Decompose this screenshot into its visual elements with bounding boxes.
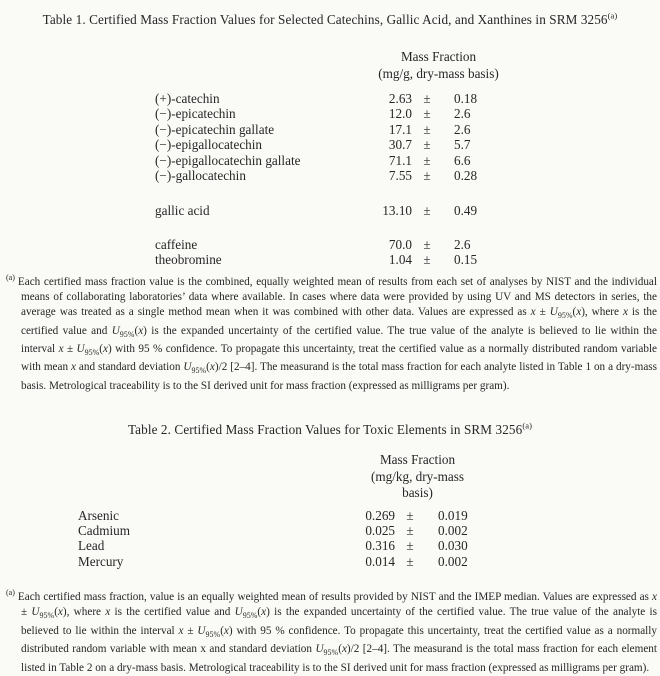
analyte-name: (−)-epigallocatechin gallate	[155, 152, 301, 168]
table2-title	[0, 422, 660, 437]
element-name: Lead	[78, 538, 105, 554]
table1-column-header-label: Mass Fraction	[400, 49, 477, 64]
table-row	[155, 153, 660, 168]
uncertainty-value: 2.6	[454, 236, 471, 252]
uncertainty-value: 5.7	[454, 137, 471, 153]
mass-fraction-value: 0.269	[365, 507, 395, 523]
table-row	[78, 538, 660, 553]
table-row	[78, 554, 660, 569]
table-row	[155, 252, 660, 267]
plus-minus-symbol: ±	[423, 203, 431, 219]
plus-minus-symbol: ±	[423, 91, 431, 106]
table2-column-header	[355, 452, 480, 502]
table1-title-text: Table 1. Certified Mass Fraction Values for Selected Catechins, Gallic Acid, and Xanthines in SRM 3256	[42, 12, 608, 27]
mass-fraction-value: 71.1	[388, 152, 412, 168]
mass-fraction-value: 30.7	[388, 137, 412, 153]
table1-body	[155, 91, 660, 268]
mass-fraction-value: 0.014	[365, 553, 395, 569]
analyte-name: gallic acid	[155, 203, 210, 219]
table-row	[155, 91, 660, 106]
table-row	[155, 137, 660, 152]
plus-minus-symbol: ±	[423, 121, 431, 137]
table-row	[155, 237, 660, 252]
element-name: Mercury	[78, 553, 124, 569]
table-row	[155, 122, 660, 137]
table-row	[155, 106, 660, 121]
plus-minus-symbol: ±	[406, 522, 414, 538]
table-row	[78, 508, 660, 523]
uncertainty-value: 0.18	[454, 91, 478, 106]
plus-minus-symbol: ±	[423, 168, 431, 184]
mass-fraction-value: 0.316	[365, 538, 395, 554]
table2-body	[78, 508, 660, 570]
table-row	[155, 168, 660, 183]
plus-minus-symbol: ±	[406, 538, 414, 554]
analyte-name: (−)-gallocatechin	[155, 168, 246, 184]
table2-title-text: Table 2. Certified Mass Fraction Values for Toxic Elements in SRM 3256	[127, 422, 523, 438]
analyte-name: (+)-catechin	[155, 91, 220, 106]
group-spacer	[155, 183, 660, 203]
uncertainty-value: 6.6	[454, 152, 471, 168]
mass-fraction-value: 2.63	[388, 91, 412, 106]
table1-title	[0, 12, 660, 27]
uncertainty-value: 0.002	[438, 553, 468, 569]
table2-title-footnote-marker: (a)	[522, 420, 533, 431]
uncertainty-value: 0.28	[454, 168, 478, 184]
footnote-text: Each certified mass fraction, value is an equally weighted mean of results provided by NIST and the IMEP median. Values are expressed as $x \pm U_{95\%}(x)$, where x is the certified value and $U_{95\%}(x)$ is the expanded uncertainty of the certified value. The true value of the analyte is believed to lie within the interval $x \pm U_{95\%}(x)$ with 95 % confidence. To propagate this uncertainty, treat the certified value as a normally distributed random variable with mean x and standard deviation $U_{95\%}(x)/2$ [2–4]. The measurand is the total mass fraction for each element listed in Table 2 on a dry-mass basis. Metrological traceability is to the SI derived unit for mass fraction (expressed as milligrams per gram).	[17, 591, 658, 674]
plus-minus-symbol: ±	[423, 236, 431, 252]
table2-footnote	[6, 590, 657, 676]
element-name: Cadmium	[78, 522, 131, 538]
table-row	[155, 203, 660, 218]
uncertainty-value: 0.030	[438, 538, 468, 554]
element-name: Arsenic	[78, 507, 120, 523]
table1-title-footnote-marker: (a)	[607, 10, 618, 21]
plus-minus-symbol: ±	[406, 553, 414, 569]
uncertainty-value: 0.15	[454, 252, 478, 268]
footnote-marker: (a)	[6, 588, 15, 598]
table1-column-header-units: (mg/g, dry-mass basis)	[378, 65, 499, 81]
table2-column-header-label: Mass Fraction	[379, 452, 456, 468]
table1-column-header	[365, 49, 512, 82]
mass-fraction-value: 1.04	[388, 252, 412, 268]
uncertainty-value: 0.49	[454, 203, 478, 219]
uncertainty-value: 0.019	[438, 507, 468, 523]
mass-fraction-value: 7.55	[388, 168, 412, 184]
mass-fraction-value: 0.025	[365, 522, 395, 538]
table2-column-header-units: (mg/kg, dry-mass basis)	[370, 468, 465, 501]
analyte-name: caffeine	[155, 236, 198, 252]
plus-minus-symbol: ±	[423, 137, 431, 153]
analyte-name: (−)-epigallocatechin	[155, 137, 263, 153]
mass-fraction-value: 13.10	[382, 203, 412, 219]
table-row	[78, 523, 660, 538]
plus-minus-symbol: ±	[406, 507, 414, 523]
uncertainty-value: 0.002	[438, 522, 468, 538]
mass-fraction-value: 17.1	[388, 121, 412, 137]
group-spacer	[155, 219, 660, 237]
uncertainty-value: 2.6	[454, 106, 471, 122]
analyte-name: theobromine	[155, 252, 222, 268]
plus-minus-symbol: ±	[423, 106, 431, 122]
plus-minus-symbol: ±	[423, 252, 431, 268]
uncertainty-value: 2.6	[454, 121, 471, 137]
plus-minus-symbol: ±	[423, 152, 431, 168]
analyte-name: (−)-epicatechin	[155, 106, 236, 122]
footnote-text: Each certified mass fraction value is the combined, equally weighted mean of results from each set of analyses by NIST and the individual means of collaborating laboratories’ data where available. In cases where data were provided by using UV and MS detectors in series, the average was treated as a single method mean when it was combined with other data. Values are expressed as $x \pm U_{95\%}(x)$, where x is the certified value and $U_{95\%}(x)$ is the expanded uncertainty of the certified value. The true value of the analyte is believed to lie within the interval $x \pm U_{95\%}(x)$ with 95 % confidence. To propagate this uncertainty, treat the certified value as a normally distributed random variable with mean x and standard deviation $U_{95\%}(x)/2$ [2–4]. The measurand is the total mass fraction for each analyte listed in Table 1 on a dry-mass basis. Metrological traceability is to the SI derived unit for mass fraction (expressed as milligrams per gram).	[17, 275, 658, 392]
analyte-name: (−)-epicatechin gallate	[155, 121, 275, 137]
mass-fraction-value: 70.0	[388, 236, 412, 252]
table1-footnote	[6, 272, 658, 394]
mass-fraction-value: 12.0	[388, 106, 412, 122]
footnote-marker: (a)	[6, 272, 15, 282]
